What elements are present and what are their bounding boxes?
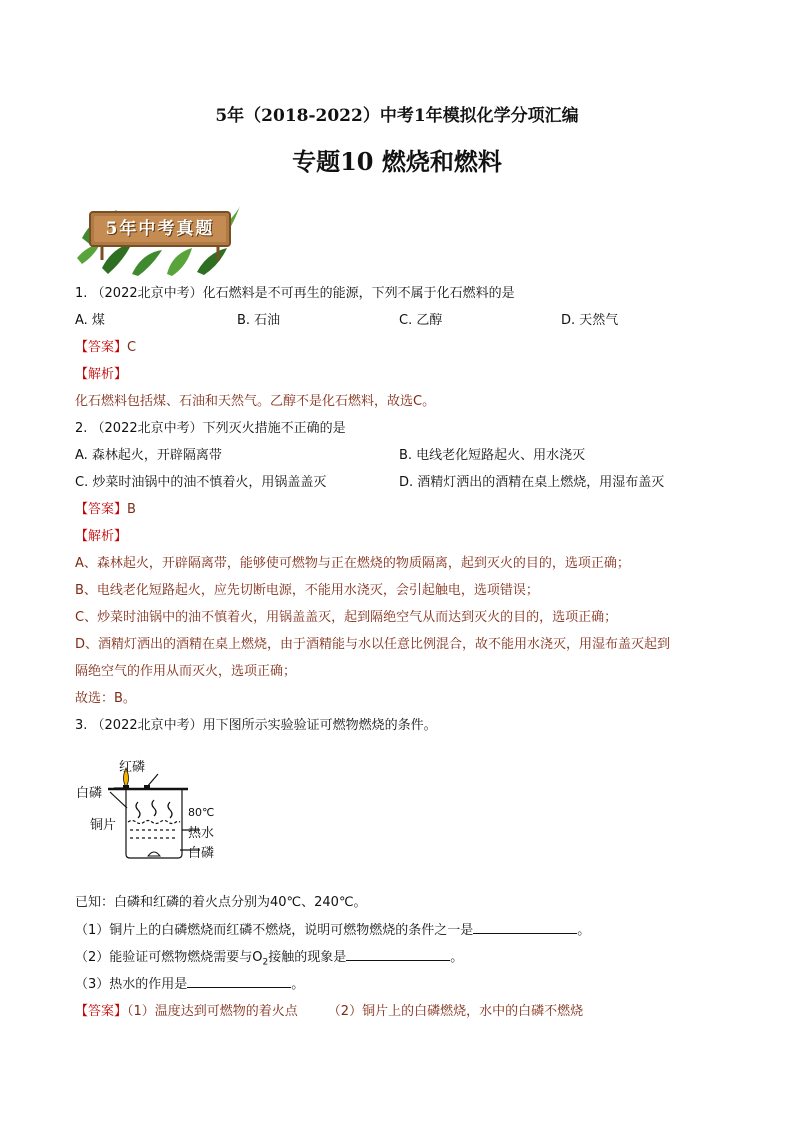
q3-subquestion-3: （3）热水的作用是 。 — [75, 977, 305, 992]
banner-label: 5年中考真题 — [105, 219, 215, 239]
q1-option-a: A. 煤 — [75, 313, 105, 328]
label-white-phosphorus-top: 白磷 — [76, 786, 103, 801]
q1-analysis-tag: 【解析】 — [75, 367, 128, 382]
answer-blank[interactable] — [187, 975, 291, 988]
q2-answer — [75, 501, 136, 519]
label-red-phosphorus: 红磷 — [119, 760, 146, 775]
label-temperature: 80℃ — [188, 806, 215, 819]
label-copper-sheet: 铜片 — [90, 818, 117, 833]
q2-analysis-line: 故选：B。 — [75, 691, 136, 706]
q2-analysis-line: A、森林起火，开辟隔离带，能够使可燃物与正在燃烧的物质隔离，起到灭火的目的，选项正确； — [75, 556, 630, 571]
q3-subquestion-1: （1）铜片上的白磷燃烧而红磷不燃烧，说明可燃物燃烧的条件之一是 。 — [75, 923, 591, 938]
answer-tag: 【答案】 — [75, 340, 128, 355]
q2-analysis-line: C、炒菜时油锅中的油不慎着火，用锅盖盖灭，起到隔绝空气从而达到灭火的目的，选项正确； — [75, 610, 618, 625]
q1-option-c: C. 乙醇 — [399, 313, 443, 328]
answer-value: B — [127, 502, 136, 517]
topic-title: 专题10 燃烧和燃料 — [292, 147, 502, 176]
q2-analysis-line: D、酒精灯洒出的酒精在桌上燃烧，由于酒精能与水以任意比例混合，故不能用水浇灭，用湿布盖灭起到 — [75, 637, 671, 652]
q1-option-b: B. 石油 — [237, 313, 281, 328]
question-1-stem: 1. （2022北京中考）化石燃料是不可再生的能源，下列不属于化石燃料的是 — [75, 286, 515, 301]
answer-value: C — [127, 340, 137, 355]
q2-option-c: C. 炒菜时油锅中的油不慎着火，用锅盖盖灭 — [75, 475, 327, 490]
q1-answer — [75, 339, 136, 357]
answer-part-1: （1）温度达到可燃物的着火点 — [127, 1004, 298, 1019]
q2-option-d: D. 酒精灯洒出的酒精在桌上燃烧，用湿布盖灭 — [399, 475, 665, 490]
q3-answer — [75, 1003, 583, 1021]
label-hot-water: 热水 — [188, 826, 215, 841]
answer-blank[interactable] — [346, 948, 450, 961]
experiment-diagram — [72, 752, 232, 862]
answer-part-2: （2）铜片上的白磷燃烧，水中的白磷不燃烧 — [327, 1004, 584, 1019]
q2-analysis-tag: 【解析】 — [75, 529, 128, 544]
answer-tag: 【答案】 — [75, 502, 128, 517]
q2-analysis-line: B、电线老化短路起火，应先切断电源，不能用水浇灭，会引起触电，选项错误； — [75, 583, 539, 598]
q3-subquestion-2: （2）能验证可燃物燃烧需要与$O_2$接触的现象是 。 — [75, 950, 464, 968]
label-white-phosphorus-bottom: 白磷 — [188, 846, 215, 861]
q2-analysis-line: 隔绝空气的作用从而灭火，选项正确； — [75, 664, 297, 679]
q1-option-d: D. 天然气 — [561, 313, 619, 328]
banner-5-year-exam — [72, 198, 242, 276]
answer-tag: 【答案】 — [75, 1004, 128, 1019]
q3-known: 已知：白磷和红磷的着火点分别为40℃、240℃。 — [75, 895, 367, 910]
question-3-stem: 3. （2022北京中考）用下图所示实验验证可燃物燃烧的条件。 — [75, 718, 437, 733]
q2-option-b: B. 电线老化短路起火、用水浇灭 — [399, 448, 586, 463]
answer-blank[interactable] — [473, 921, 577, 934]
q1-analysis-line: 化石燃料包括煤、石油和天然气。乙醇不是化石燃料，故选C。 — [75, 394, 436, 409]
q2-option-a: A. 森林起火，开辟隔离带 — [75, 448, 222, 463]
document-title: 5年（2018-2022）中考1年模拟化学分项汇编 — [215, 106, 579, 126]
question-2-stem: 2. （2022北京中考）下列灭火措施不正确的是 — [75, 421, 346, 436]
